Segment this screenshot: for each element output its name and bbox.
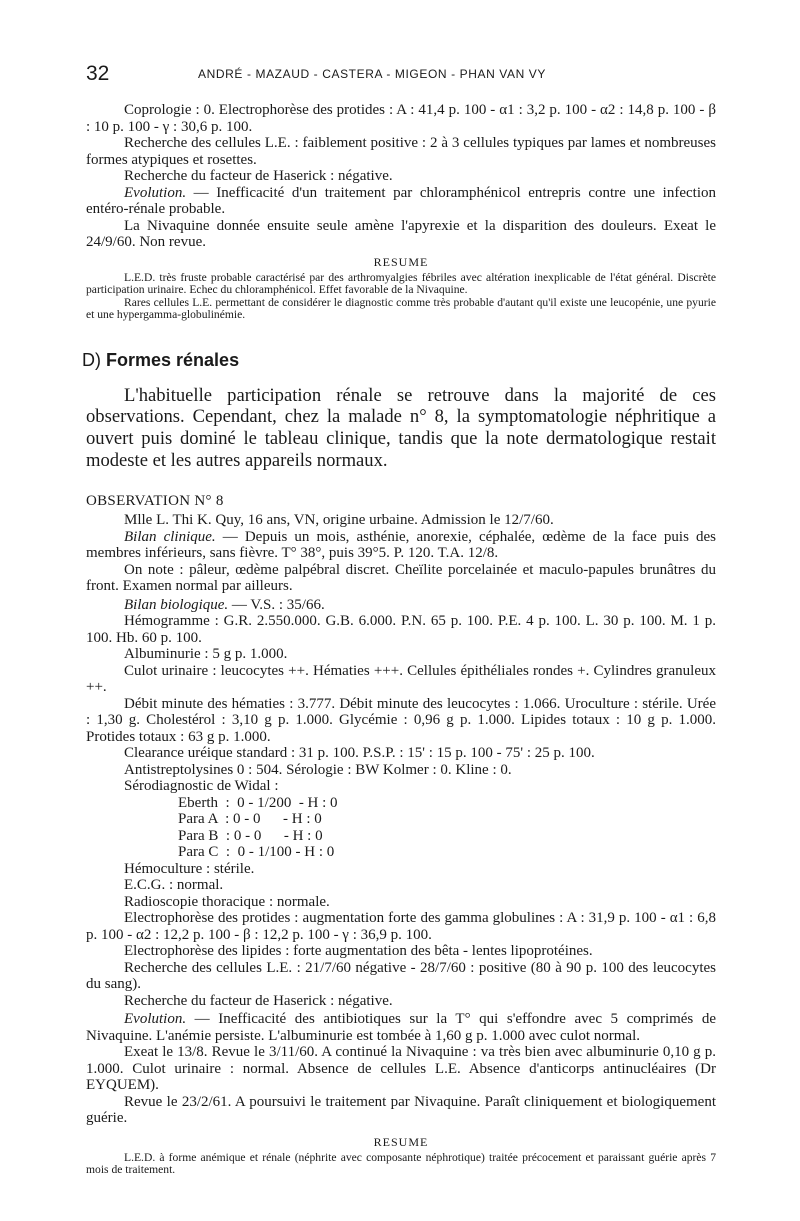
section-prefix: D) <box>82 349 101 370</box>
resume-line: L.E.D. très fruste probable caractérisé par des arthromyalgies fébriles avec altération inexplicable de l'état général. Discrète participation urinaire. Echec du chloramphénicol. Effet favorable de la Nivaquine. <box>86 270 716 297</box>
bio-line: Recherche des cellules L.E. : 21/7/60 négative - 28/7/60 : positive (80 à 90 p. 100 des leucocytes du sang). <box>86 959 716 993</box>
resume-line: Rares cellules L.E. permettant de considérer le diagnostic comme très probable d'autant qu'il existe une leucopénie, une pyurie et une hypergamma-globulinémie. <box>86 295 716 322</box>
haserick-line: Recherche du facteur de Haserick : négative. <box>124 168 393 184</box>
bilan-clinique-label: Bilan clinique. <box>124 528 216 545</box>
bio-line: Clearance uréique standard : 31 p. 100. P.S.P. : 15' : 15 p. 100 - 75' : 25 p. 100. <box>124 745 595 762</box>
running-title: ANDRÉ - MAZAUD - CASTERA - MIGEON - PHAN VAN VY <box>198 67 547 81</box>
widal-row: Para A : 0 - 0 - H : 0 <box>178 811 322 828</box>
observation-block <box>86 493 716 1177</box>
section-intro: L'habituelle participation rénale se retrouve dans la majorité de ces observations. Cependant, chez la malade n° 8, la symptomatologie néphritique a ouvert puis dominé le tableau clinique, tandis que la note dermatologique restait modeste et les autres appareils normaux. <box>86 384 716 471</box>
widal-row: Para C : 0 - 1/100 - H : 0 <box>178 844 335 861</box>
section-title: Formes rénales <box>106 349 240 370</box>
widal-row: Para B : 0 - 0 - H : 0 <box>178 827 323 844</box>
document-page <box>82 62 716 1177</box>
evolution-text: — Inefficacité des antibiotiques sur la T° qui s'effondre avec 5 comprimés de Nivaquine. L'anémie persiste. L'albuminurie est tombée à 1,60 g p. 1.000 avec culot normal. <box>86 1011 716 1044</box>
evolution-paragraph <box>86 1011 716 1044</box>
coprologie-line: Coprologie : 0. Electrophorèse des protides : A : 41,4 p. 100 - α1 : 3,2 p. 100 - α2 : 14,8 p. 100 - β : 10 p. 100 - γ : 30,6 p. 100. <box>86 102 716 135</box>
observation-heading: OBSERVATION N° 8 <box>86 493 224 510</box>
exeat-paragraph: Exeat le 13/8. Revue le 3/11/60. A continué la Nivaquine : va très bien avec albuminurie 0,10 g p. 1.000. Culot urinaire : normal. Absence de cellules L.E. Absence d'anticorps antinucléaires (Dr EYQUEM). <box>86 1044 716 1094</box>
resume-line: L.E.D. à forme anémique et rénale (néphrite avec composante néphrotique) traitée précocement et paraissant guérie après 7 mois de traitement. <box>86 1150 716 1177</box>
evolution-paragraph <box>86 185 716 218</box>
evolution-text: — Inefficacité d'un traitement par chloramphénicol entrepris contre une infection entéro-rénale probable. <box>86 184 716 217</box>
patient-line: Mlle L. Thi K. Quy, 16 ans, VN, origine urbaine. Admission le 12/7/60. <box>124 512 554 529</box>
bio-line: Débit minute des hématies : 3.777. Débit minute des leucocytes : 1.066. Uroculture : stérile. Urée : 1,30 g. Cholestérol : 3,10 g p. 1.000. Glycémie : 0,96 g p. 1.000. Lipides totaux : 10 g p. 1.000. Protides totaux : 63 g p. 1.000. <box>86 695 716 745</box>
bio-line: E.C.G. : normal. <box>124 877 224 894</box>
section-heading <box>82 350 716 371</box>
resume-title: RESUME <box>373 1134 429 1149</box>
widal-row: Eberth : 0 - 1/200 - H : 0 <box>178 794 338 811</box>
bio-line: Hémoculture : stérile. <box>124 860 255 877</box>
cellules-le-line: Recherche des cellules L.E. : faiblement positive : 2 à 3 cellules typiques par lames et nombreuses formes atypiques et rosettes. <box>86 135 716 168</box>
bio-line: Electrophorèse des lipides : forte augmentation des bêta - lentes lipoprotéines. <box>124 943 593 960</box>
bio-line: Hémogramme : G.R. 2.550.000. G.B. 6.000. P.N. 65 p. 100. P.E. 4 p. 100. L. 30 p. 100. M. 1 p. 100. Hb. 60 p. 100. <box>86 613 716 646</box>
previous-case-block <box>86 102 716 322</box>
revue-paragraph: Revue le 23/2/61. A poursuivi le traitement par Nivaquine. Paraît cliniquement et biologiquement guérie. <box>86 1093 716 1127</box>
bio-line: Sérodiagnostic de Widal : <box>124 778 279 795</box>
page-header <box>86 62 716 86</box>
resume-title: RESUME <box>373 254 429 269</box>
bilan-clinique-paragraph <box>86 529 716 562</box>
bilan-bio-paragraph <box>86 597 716 614</box>
bio-line: Electrophorèse des protides : augmentation forte des gamma globulines : A : 31,9 p. 100 - α1 : 6,8 p. 100 - α2 : 12,2 p. 100 - β : 12,2 p. 100 - γ : 36,9 p. 100. <box>86 910 716 943</box>
bio-line: Radioscopie thoracique : normale. <box>124 893 330 910</box>
evolution-label: Evolution. <box>124 1011 187 1028</box>
evolution-label: Evolution. <box>124 184 187 201</box>
page-number: 32 <box>86 62 110 85</box>
bio-line: Antistreptolysines 0 : 504. Sérologie : BW Kolmer : 0. Kline : 0. <box>124 761 512 778</box>
bio-line: Recherche du facteur de Haserick : négative. <box>124 992 393 1009</box>
bio-line: Albuminurie : 5 g p. 1.000. <box>124 646 288 663</box>
bio-line: Culot urinaire : leucocytes ++. Hématies +++. Cellules épithéliales rondes +. Cylindres granuleux ++. <box>86 662 716 696</box>
bilan-bio-label: Bilan biologique. <box>124 596 229 613</box>
bilan-bio-text: — V.S. : 35/66. <box>228 596 325 613</box>
on-note-paragraph: On note : pâleur, œdème palpébral discret. Cheïlite porcelainée et maculo-papules brunâtres du front. Examen normal par ailleurs. <box>86 561 716 595</box>
nivaquine-paragraph: La Nivaquine donnée ensuite seule amène l'apyrexie et la disparition des douleurs. Exeat le 24/9/60. Non revue. <box>86 217 716 250</box>
bilan-clinique-text: — Depuis un mois, asthénie, anorexie, céphalée, œdème de la face puis des membres inférieurs, sans fièvre. T° 38°, puis 39°5. P. 120. T.A. 12/8. <box>86 528 716 562</box>
